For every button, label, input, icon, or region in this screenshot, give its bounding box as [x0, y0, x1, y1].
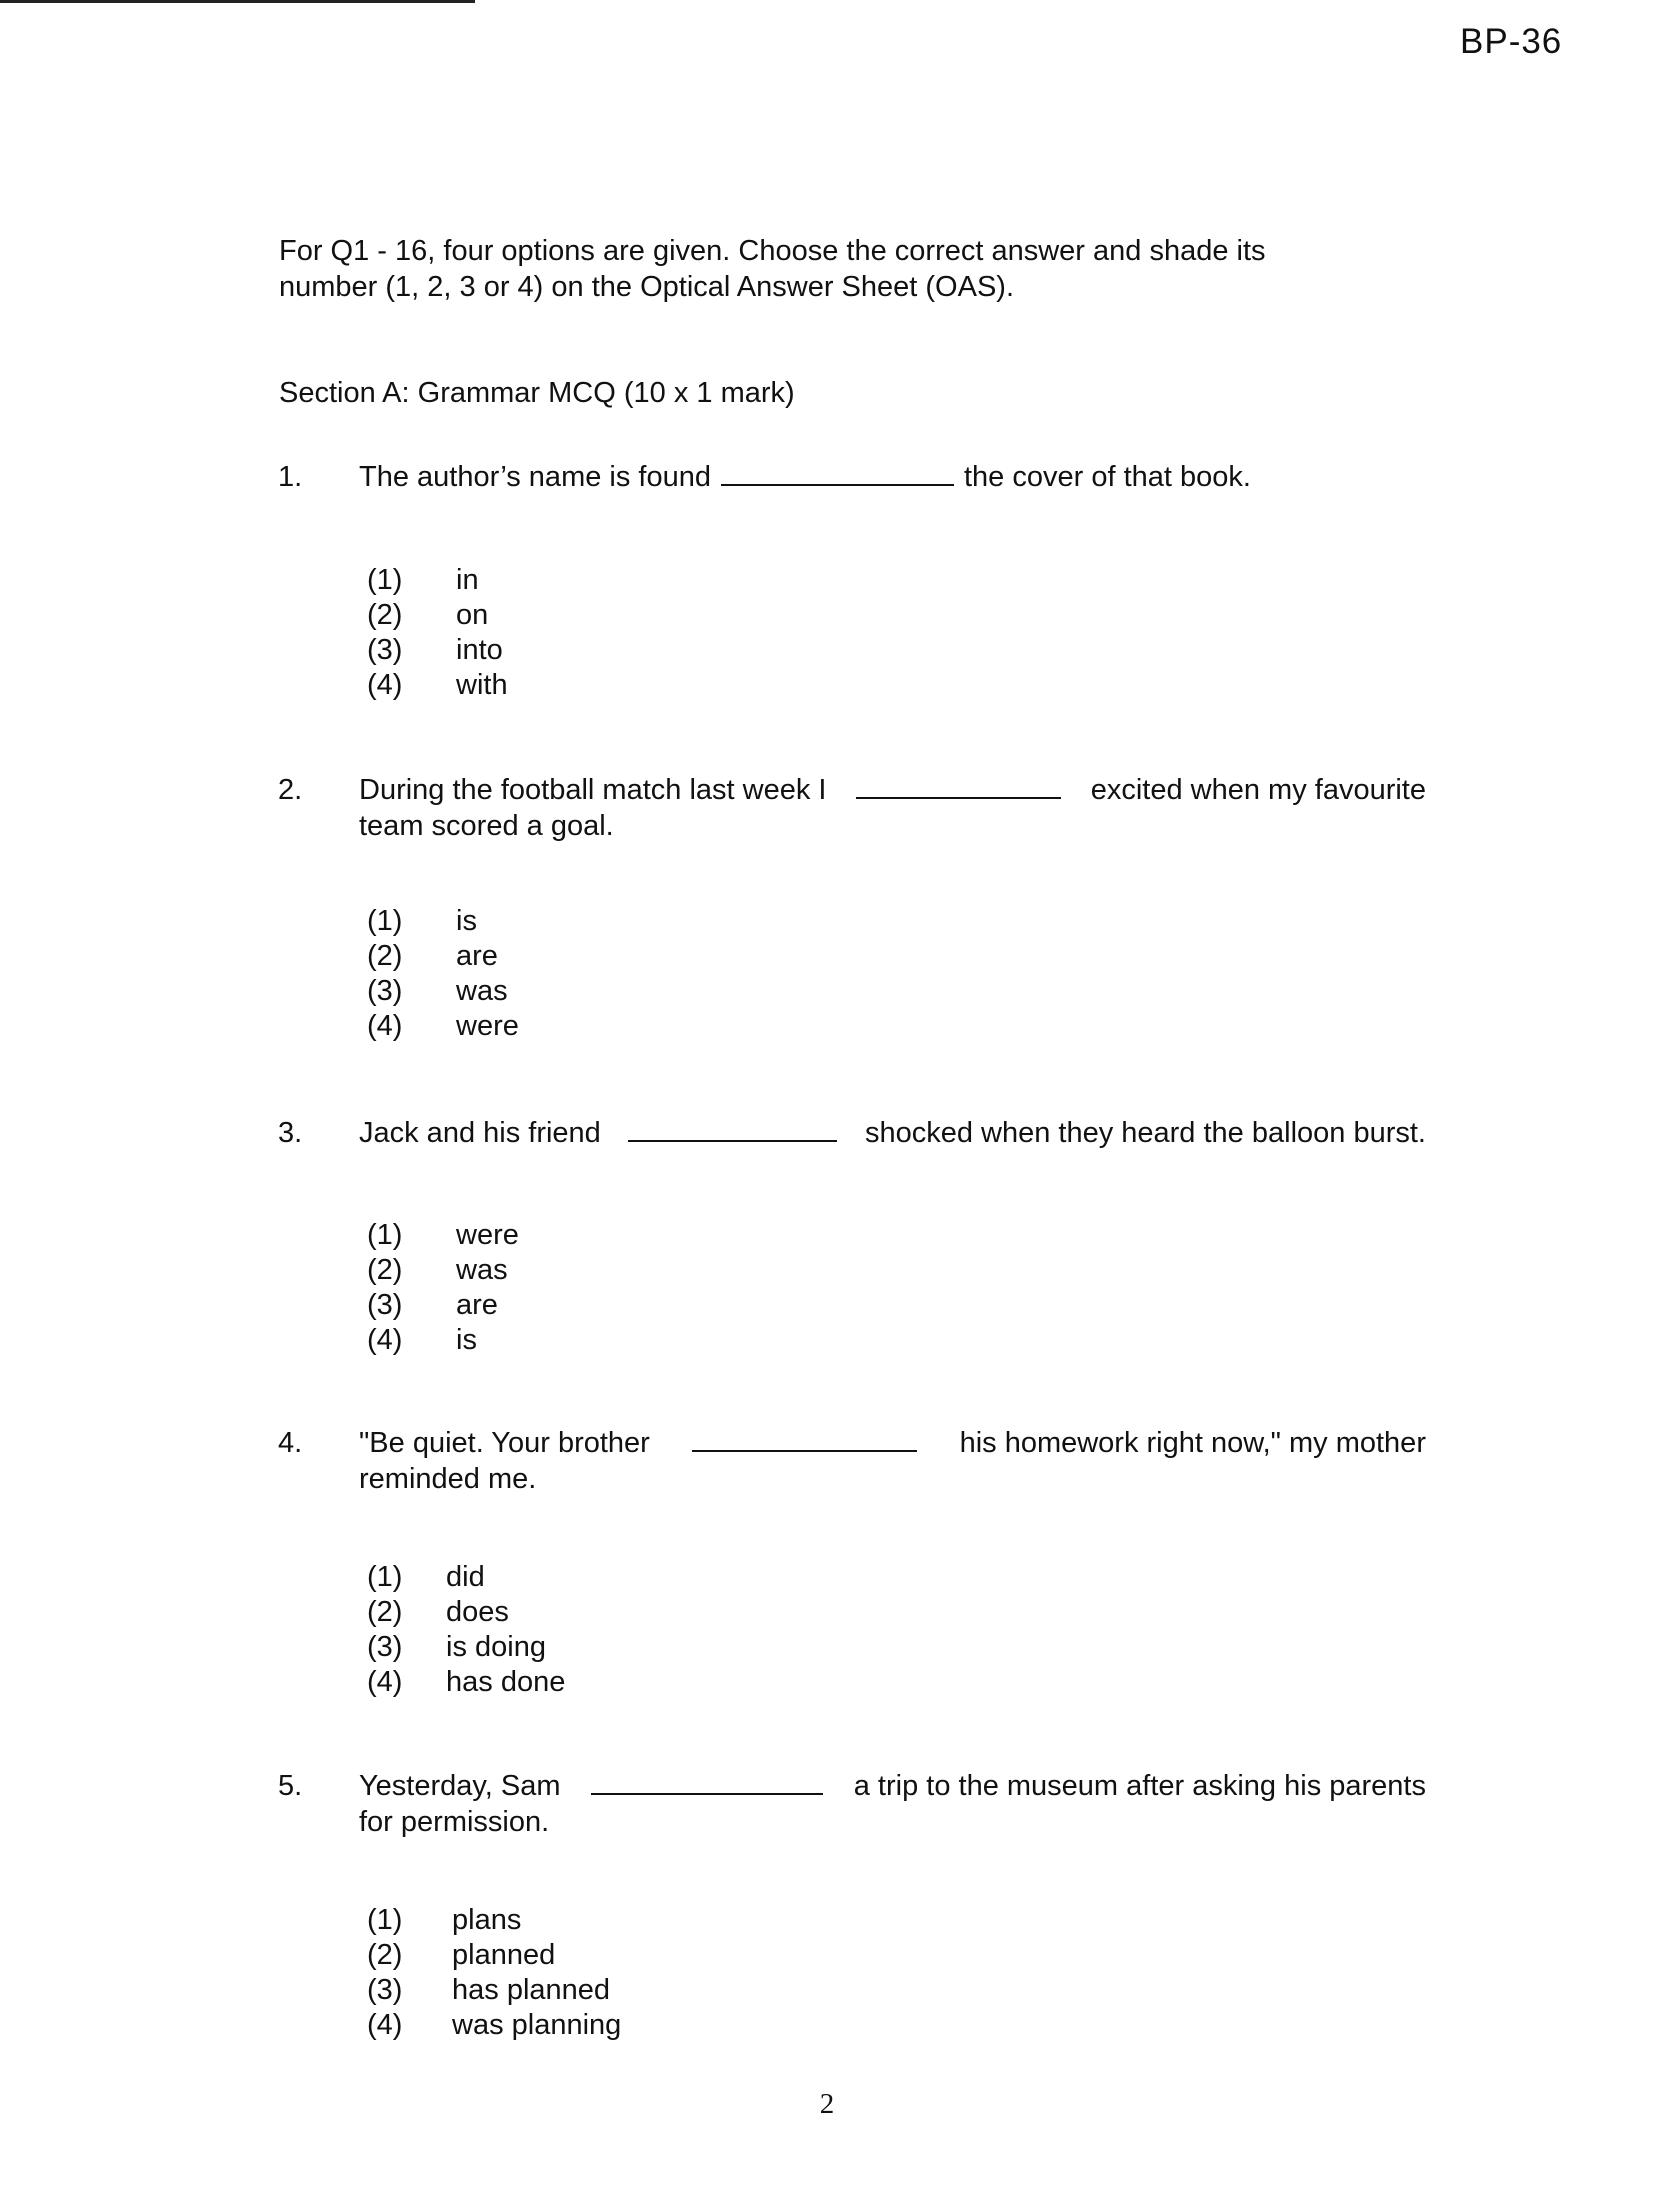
instructions-line-2: number (1, 2, 3 or 4) on the Optical Answer Sheet (OAS).: [279, 271, 1015, 303]
option-text: has planned: [452, 1974, 611, 2006]
answer-blank: [628, 1116, 837, 1142]
question-stem-before: Yesterday, Sam: [359, 1770, 561, 1802]
option-text: has done: [446, 1666, 566, 1698]
question-line: [359, 1425, 1426, 1461]
answer-blank: [591, 1769, 823, 1795]
option-number: (2): [367, 1254, 403, 1286]
option-text: on: [456, 599, 489, 631]
option: [367, 1323, 519, 1358]
option-text: does: [446, 1596, 509, 1628]
question-continuation: reminded me.: [359, 1463, 537, 1495]
option: [367, 904, 519, 939]
option-text: were: [456, 1010, 519, 1042]
option-text: is doing: [446, 1631, 546, 1663]
option-number: (4): [367, 2009, 403, 2041]
options-list: [367, 1903, 621, 2043]
option-text: is: [456, 905, 477, 937]
option: [367, 1665, 565, 1700]
option: [367, 939, 519, 974]
option-number: (4): [367, 1324, 403, 1356]
option-text: with: [456, 669, 508, 701]
question-stem-after: shocked when they heard the balloon burst.: [864, 1117, 1426, 1149]
answer-blank: [721, 460, 954, 486]
option-text: plans: [452, 1904, 522, 1936]
question-stem-after: his homework right now," my mother: [959, 1427, 1426, 1459]
options-list: [367, 1560, 565, 1700]
option: [367, 1630, 565, 1665]
question-stem-before: During the football match last week I: [359, 774, 827, 806]
option-number: (2): [367, 1939, 403, 1971]
option: [367, 668, 508, 703]
option-number: (4): [367, 1010, 403, 1042]
page-code: BP-36: [1460, 22, 1563, 61]
option: [367, 1903, 621, 1938]
options-list: [367, 1218, 519, 1358]
option: [367, 1218, 519, 1253]
option-number: (1): [367, 1561, 403, 1593]
option-text: were: [456, 1219, 519, 1251]
option-text: was: [456, 975, 508, 1007]
option: [367, 1595, 565, 1630]
option: [367, 2008, 621, 2043]
option-number: (2): [367, 1596, 403, 1628]
option-number: (4): [367, 1666, 403, 1698]
option-text: into: [456, 634, 503, 666]
option: [367, 633, 508, 668]
question-number: 5.: [278, 1770, 303, 1802]
question-line: [359, 1115, 1426, 1151]
option: [367, 1009, 519, 1044]
option-number: (1): [367, 1904, 403, 1936]
option-number: (3): [367, 975, 403, 1007]
question-stem-after: a trip to the museum after asking his parents: [853, 1770, 1426, 1802]
option-number: (1): [367, 1219, 403, 1251]
option-number: (3): [367, 634, 403, 666]
question-line: [359, 772, 1426, 808]
option-number: (1): [367, 564, 403, 596]
option-number: (3): [367, 1974, 403, 2006]
answer-blank: [856, 773, 1061, 799]
question-stem-after: the cover of that book.: [963, 461, 1251, 493]
question-number: 2.: [278, 774, 303, 806]
question-number: 1.: [278, 461, 303, 493]
section-title: Section A: Grammar MCQ (10 x 1 mark): [279, 377, 795, 409]
option-text: was planning: [452, 2009, 622, 2041]
option: [367, 1560, 565, 1595]
answer-blank: [692, 1426, 917, 1452]
options-list: [367, 563, 508, 703]
question-text: [359, 1115, 1426, 1151]
option-text: are: [456, 1289, 498, 1321]
question-line: [359, 459, 1426, 495]
question-stem-before: Jack and his friend: [359, 1117, 601, 1149]
option-text: planned: [452, 1939, 556, 1971]
option-number: (1): [367, 905, 403, 937]
top-rule: [0, 0, 475, 3]
option: [367, 1973, 621, 2008]
option: [367, 1938, 621, 1973]
option: [367, 1253, 519, 1288]
question-number: 4.: [278, 1427, 303, 1459]
page-number: 2: [819, 2088, 835, 2120]
option: [367, 1288, 519, 1323]
question-line: [359, 1768, 1426, 1804]
option-text: is: [456, 1324, 477, 1356]
question-number: 3.: [278, 1117, 303, 1149]
question-stem-before: The author’s name is found: [359, 461, 711, 493]
option-number: (4): [367, 669, 403, 701]
options-list: [367, 904, 519, 1044]
option-number: (3): [367, 1289, 403, 1321]
option-number: (2): [367, 599, 403, 631]
option-text: are: [456, 940, 498, 972]
question-text: [359, 1425, 1426, 1497]
option-number: (2): [367, 940, 403, 972]
question-stem-before: "Be quiet. Your brother: [359, 1427, 650, 1459]
option: [367, 974, 519, 1009]
question-text: [359, 1768, 1426, 1840]
option-text: in: [456, 564, 479, 596]
option-text: was: [456, 1254, 508, 1286]
option: [367, 598, 508, 633]
question-continuation: for permission.: [359, 1806, 550, 1838]
instructions-line-1: For Q1 - 16, four options are given. Choose the correct answer and shade its: [279, 235, 1266, 267]
option-text: did: [446, 1561, 485, 1593]
instructions: [279, 233, 1429, 305]
option: [367, 563, 508, 598]
question-text: [359, 459, 1426, 495]
question-continuation: team scored a goal.: [359, 810, 614, 842]
question-stem-after: excited when my favourite: [1090, 774, 1426, 806]
question-text: [359, 772, 1426, 844]
option-number: (3): [367, 1631, 403, 1663]
